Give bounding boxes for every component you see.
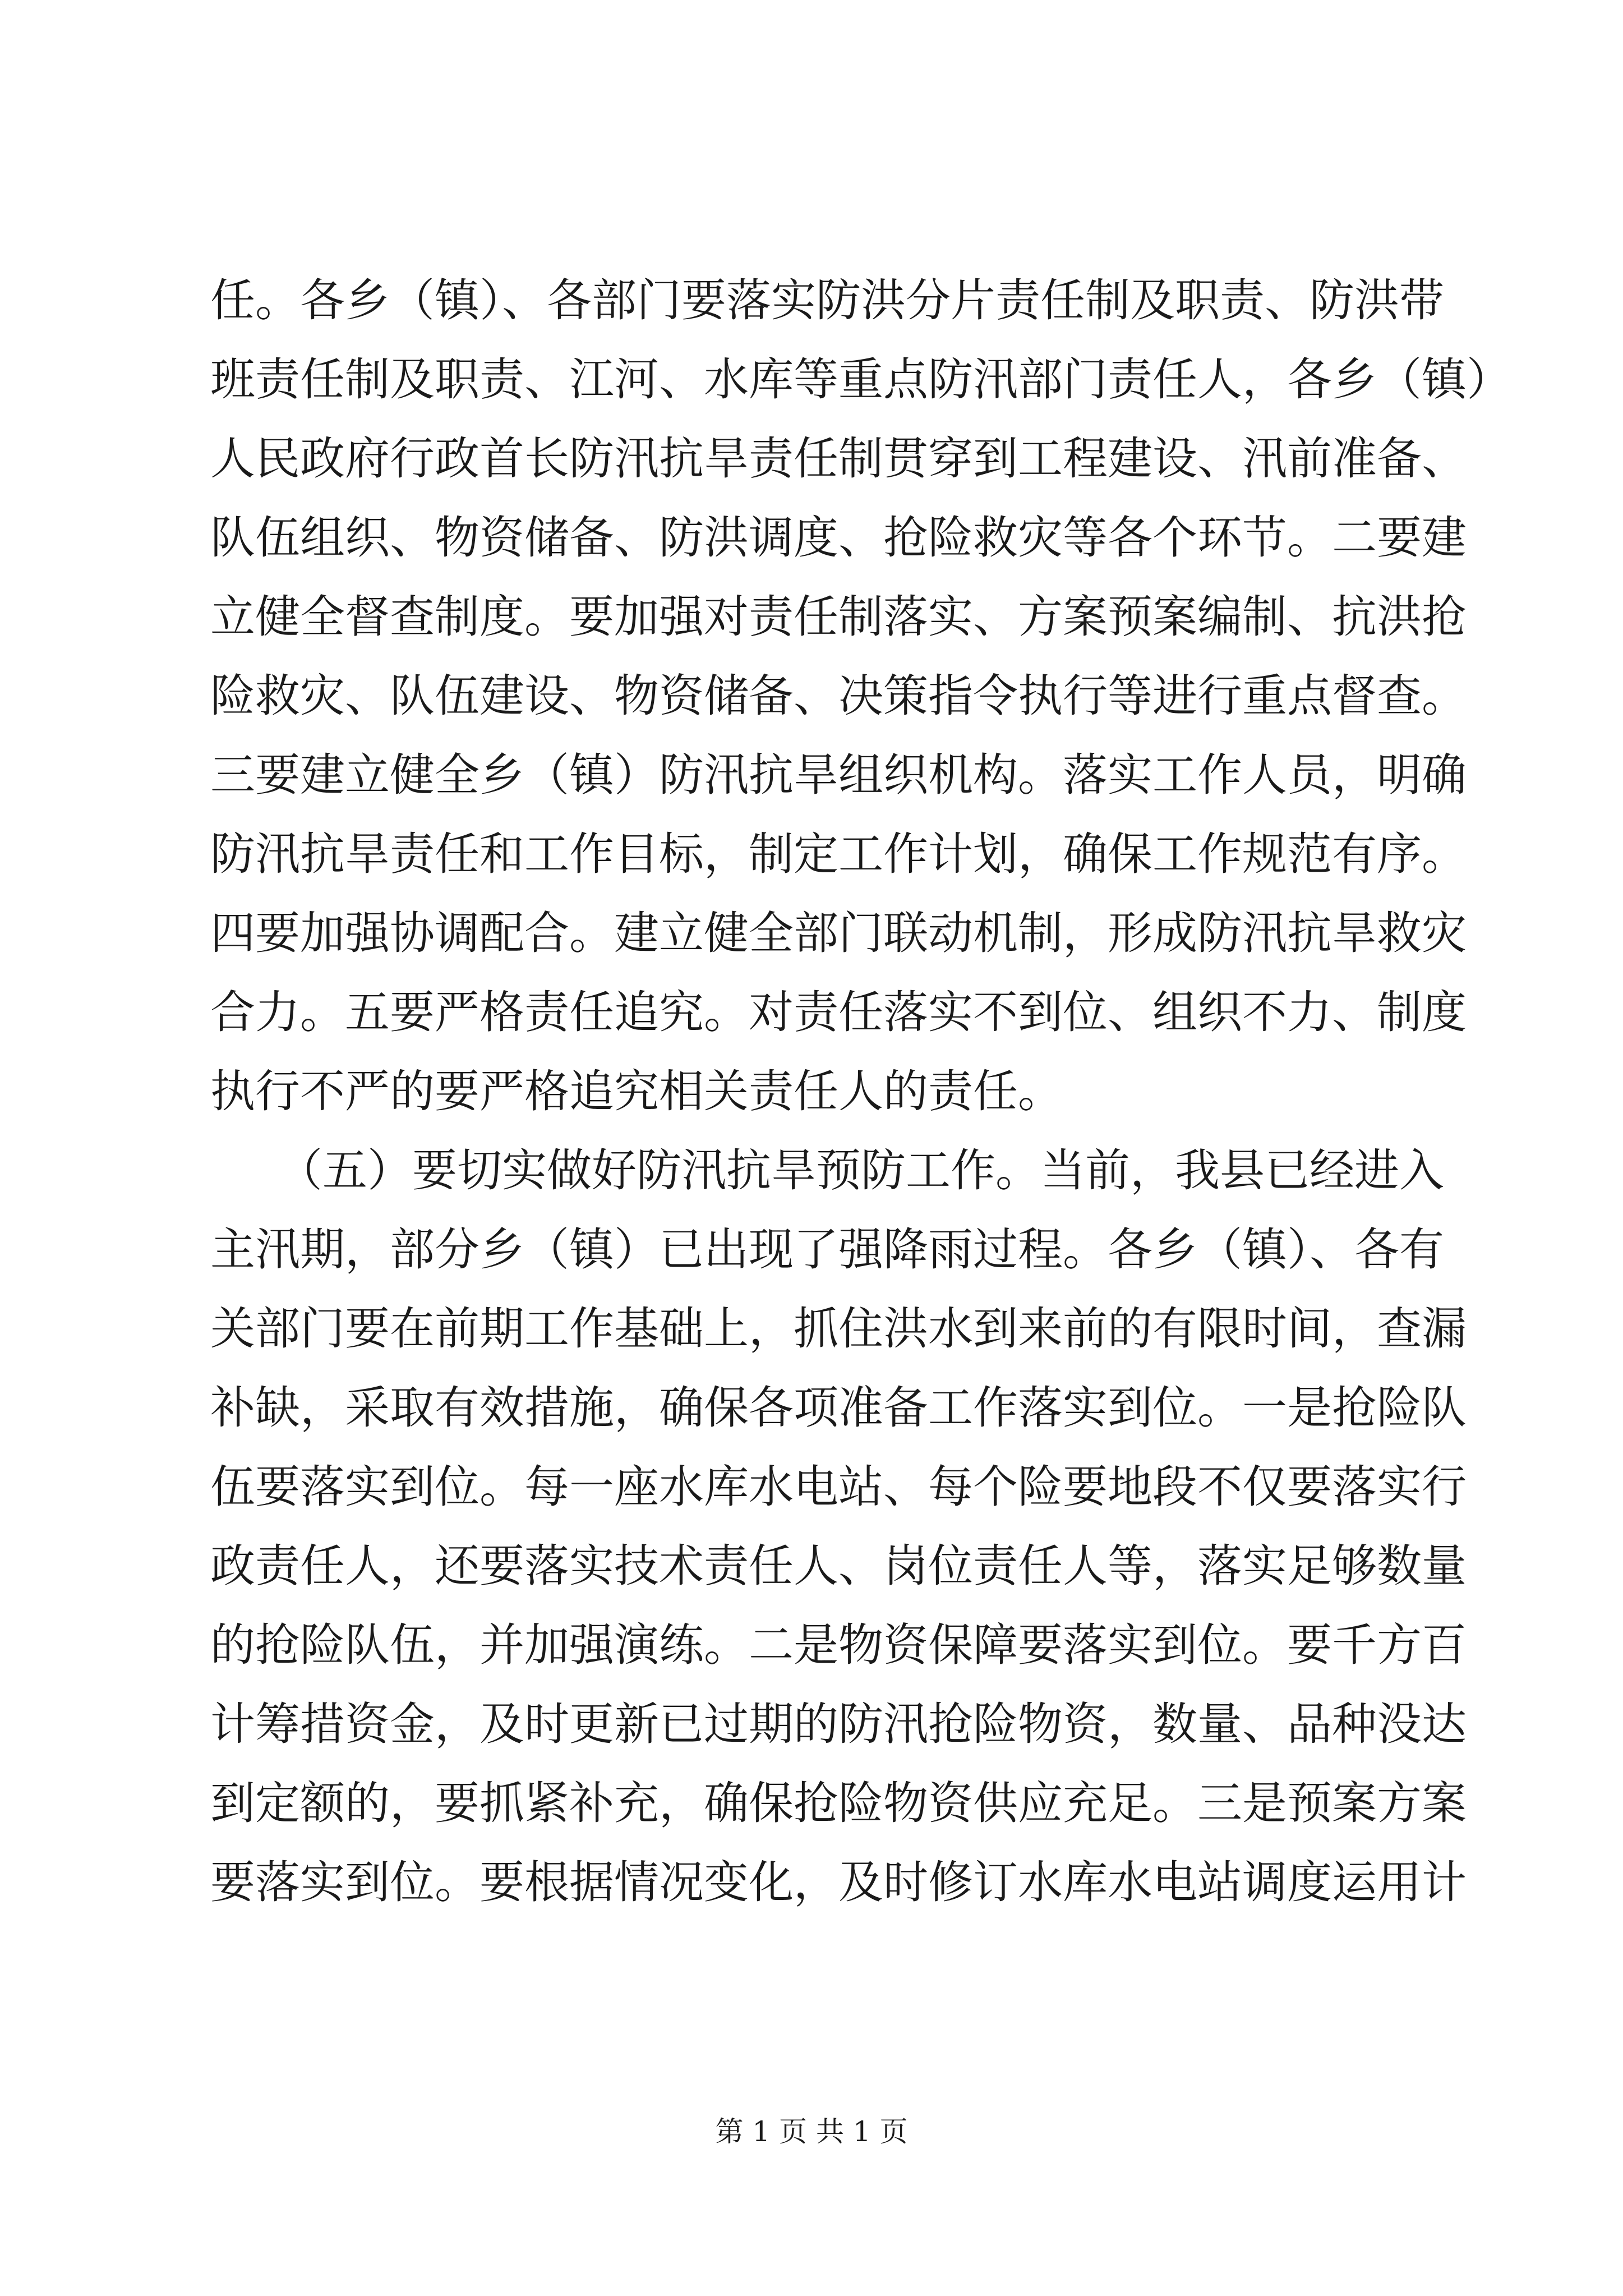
text-line: 执行不严的要严格追究相关责任人的责任。 (210, 1065, 1063, 1117)
text-line: 关部门要在前期工作基础上，抓住洪水到来前的有限时间，查漏 (210, 1303, 1467, 1355)
text-line: 计筹措资金，及时更新已过期的防汛抢险物资，数量、品种没达 (210, 1698, 1467, 1750)
text-line: 三要建立健全乡（镇）防汛抗旱组织机构。落实工作人员，明确 (210, 749, 1467, 801)
text-line: 人民政府行政首长防汛抗旱责任制贯穿到工程建设、汛前准备、 (210, 432, 1467, 485)
text-line: 政责任人，还要落实技术责任人、岗位责任人等，落实足够数量 (210, 1540, 1467, 1592)
text-line: 任。各乡（镇）、各部门要落实防洪分片责任制及职责、防洪带 (210, 274, 1444, 326)
text-line: 队伍组织、物资储备、防洪调度、抢险救灾等各个环节。二要建 (210, 512, 1467, 564)
page-footer: 第 1 页 共 1 页 (715, 2115, 908, 2148)
body-text (210, 261, 1511, 1922)
text-line: 班责任制及职责、江河、水库等重点防汛部门责任人，各乡（镇） (210, 353, 1511, 406)
text-line: 的抢险队伍，并加强演练。二是物资保障要落实到位。要千方百 (210, 1619, 1467, 1671)
text-line: 四要加强协调配合。建立健全部门联动机制，形成防汛抗旱救灾 (210, 907, 1467, 959)
text-line: 补缺，采取有效措施，确保各项准备工作落实到位。一是抢险队 (210, 1382, 1467, 1434)
text-line: 到定额的，要抓紧补充，确保抢险物资供应充足。三是预案方案 (210, 1777, 1467, 1829)
text-line: 合力。五要严格责任追究。对责任落实不到位、组织不力、制度 (210, 986, 1467, 1038)
text-line: 伍要落实到位。每一座水库水电站、每个险要地段不仅要落实行 (210, 1461, 1467, 1513)
text-line: 防汛抗旱责任和工作目标，制定工作计划，确保工作规范有序。 (210, 828, 1467, 880)
text-line: 立健全督查制度。要加强对责任制落实、方案预案编制、抗洪抢 (210, 591, 1467, 643)
text-line: 要落实到位。要根据情况变化，及时修订水库水电站调度运用计 (210, 1856, 1467, 1908)
text-line: （五）要切实做好防汛抗旱预防工作。当前，我县已经进入 (210, 1144, 1444, 1197)
text-line: 主汛期，部分乡（镇）已出现了强降雨过程。各乡（镇）、各有 (210, 1223, 1444, 1276)
text-line: 险救灾、队伍建设、物资储备、决策指令执行等进行重点督查。 (210, 670, 1467, 722)
